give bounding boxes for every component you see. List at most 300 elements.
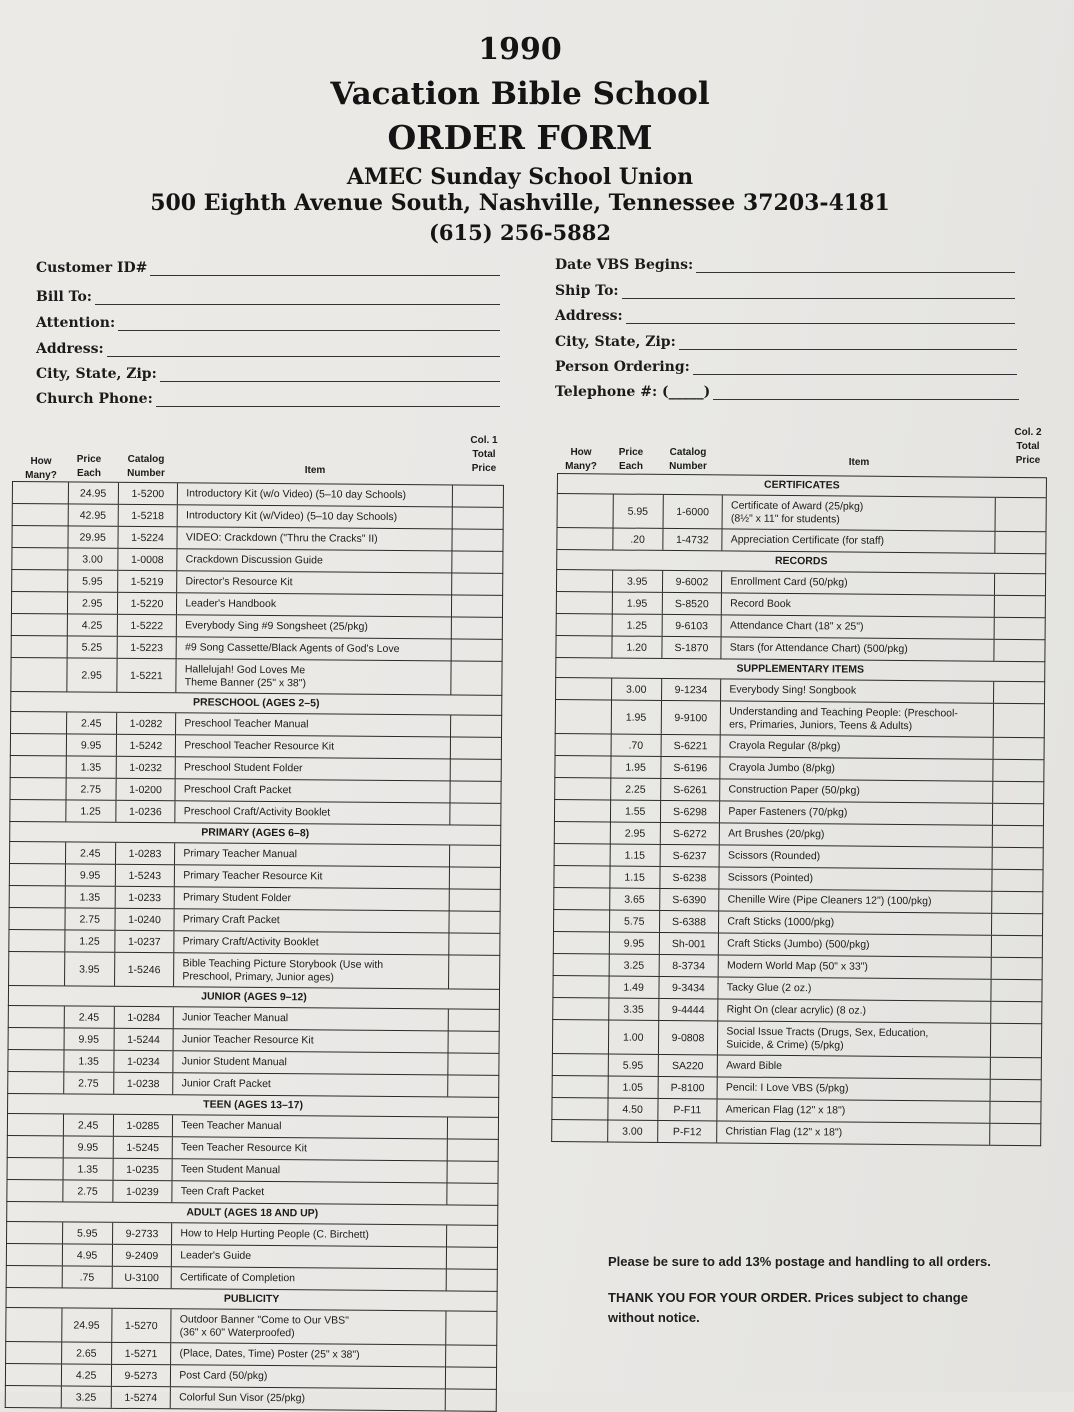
- item-cell: [174, 1073, 449, 1096]
- price-cell: 3.00: [68, 548, 118, 569]
- price-cell: 2.45: [64, 1006, 114, 1027]
- catalog-number-cell: 9-3434: [659, 977, 719, 999]
- item-description: Preschool Teacher Manual: [184, 717, 309, 731]
- item-cell: [172, 1309, 447, 1344]
- total-price-input[interactable]: [446, 1367, 496, 1388]
- blank-line[interactable]: [713, 386, 1019, 400]
- price-cell: 5.95: [68, 570, 118, 591]
- catalog-number-cell: 9-2733: [113, 1223, 173, 1244]
- total-price-input[interactable]: [449, 955, 499, 988]
- quantity-input[interactable]: [10, 886, 66, 907]
- section-heading: PRIMARY (AGES 6–8): [9, 822, 501, 846]
- catalog-number-cell: 1-5270: [112, 1309, 172, 1342]
- person-ordering-field[interactable]: [555, 355, 1017, 375]
- quantity-input[interactable]: [558, 494, 614, 527]
- item-description: Social Issue Tracts (Drugs, Sex, Education,: [726, 1025, 929, 1039]
- item-cell: [718, 1055, 991, 1078]
- quantity-input[interactable]: [6, 1364, 62, 1385]
- item-description: Director's Resource Kit: [185, 575, 293, 589]
- quantity-input[interactable]: [12, 548, 68, 569]
- item-cell: [176, 779, 451, 802]
- total-price-input[interactable]: [996, 498, 1046, 531]
- item-description: Everybody Sing #9 Songsheet (25/pkg): [185, 619, 368, 633]
- quantity-input[interactable]: [8, 1072, 64, 1093]
- quantity-input[interactable]: [12, 570, 68, 591]
- price-cell: 1.35: [66, 756, 116, 777]
- total-price-input[interactable]: [450, 911, 500, 932]
- item-cell: [720, 823, 993, 846]
- price-cell: 1.95: [611, 756, 661, 777]
- quantity-input[interactable]: [553, 1020, 609, 1053]
- blank-line[interactable]: [107, 343, 500, 357]
- total-price-input[interactable]: [995, 596, 1045, 617]
- total-price-input[interactable]: [991, 1024, 1041, 1057]
- total-price-input[interactable]: [448, 1161, 498, 1182]
- price-cell: 9.95: [610, 932, 660, 953]
- item-cell: [720, 867, 993, 890]
- form-subtitle: ORDER FORM: [387, 118, 653, 157]
- catalog-number-cell: 9-6002: [663, 571, 723, 593]
- item-cell: [721, 735, 994, 758]
- total-price-input[interactable]: [992, 980, 1042, 1001]
- price-cell: 3.95: [613, 570, 663, 591]
- item-cell: [722, 615, 995, 638]
- organization-address: 500 Eighth Avenue South, Nashville, Tennessee 37203-4181: [150, 190, 890, 216]
- quantity-input[interactable]: [6, 1308, 62, 1341]
- quantity-input[interactable]: [9, 952, 65, 985]
- price-cell: 1.49: [609, 976, 659, 997]
- total-price-input[interactable]: [451, 737, 501, 758]
- catalog-number-cell: S-1870: [662, 637, 722, 659]
- quantity-input[interactable]: [11, 756, 67, 777]
- total-price-input[interactable]: [449, 1031, 499, 1052]
- quantity-input[interactable]: [552, 1120, 608, 1141]
- quantity-input[interactable]: [555, 844, 611, 865]
- blank-line[interactable]: [156, 393, 500, 407]
- price-each-header: Price Each: [618, 447, 644, 472]
- quantity-input[interactable]: [553, 1076, 609, 1097]
- blank-line[interactable]: [150, 262, 500, 276]
- total-price-input[interactable]: [996, 532, 1046, 553]
- blank-line[interactable]: [679, 336, 1017, 350]
- quantity-input[interactable]: [556, 636, 612, 657]
- quantity-input[interactable]: [13, 482, 69, 503]
- item-description: Leader's Handbook: [185, 597, 277, 611]
- total-price-input[interactable]: [992, 914, 1042, 935]
- total-price-input[interactable]: [994, 704, 1044, 737]
- section-heading: ADULT (AGES 18 AND UP): [6, 1202, 498, 1226]
- quantity-input[interactable]: [553, 976, 609, 997]
- quantity-input[interactable]: [8, 1114, 64, 1135]
- item-description-line2: ers, Primaries, Juniors, Teens & Adults): [729, 718, 913, 732]
- item-cell: [720, 779, 993, 802]
- quantity-input[interactable]: [554, 954, 610, 975]
- quantity-input[interactable]: [8, 1050, 64, 1071]
- total-price-input[interactable]: [452, 639, 502, 660]
- price-cell: 2.25: [611, 778, 661, 799]
- quantity-input[interactable]: [6, 1386, 62, 1407]
- total-price-input[interactable]: [446, 1389, 496, 1410]
- price-cell: 1.00: [609, 1020, 659, 1053]
- catalog-number-header: Catalog Number: [127, 454, 165, 479]
- item-cell: [175, 909, 450, 932]
- catalog-number-cell: 9-0808: [658, 1021, 718, 1055]
- price-cell: .70: [611, 734, 661, 755]
- quantity-input[interactable]: [12, 526, 68, 547]
- price-cell: 5.95: [613, 494, 663, 527]
- price-cell: 3.25: [61, 1386, 111, 1407]
- quantity-input[interactable]: [7, 1266, 63, 1287]
- quantity-input[interactable]: [10, 800, 66, 821]
- item-description-line2: Theme Banner (25" x 38"): [184, 675, 307, 689]
- attention-field[interactable]: [36, 311, 500, 331]
- catalog-number-cell: 1-0233: [115, 887, 175, 908]
- price-cell: 5.95: [63, 1222, 113, 1243]
- total-price-input[interactable]: [452, 573, 502, 594]
- price-cell: 2.45: [67, 712, 117, 733]
- total-price-input[interactable]: [993, 826, 1043, 847]
- price-change-note: without notice.: [608, 1310, 700, 1325]
- total-price-input[interactable]: [453, 529, 503, 550]
- item-description: Scissors (Pointed): [727, 871, 814, 885]
- total-price-input[interactable]: [448, 1117, 498, 1138]
- total-price-input[interactable]: [447, 1225, 497, 1246]
- catalog-number-cell: 1-0232: [116, 757, 176, 778]
- quantity-input[interactable]: [556, 678, 612, 699]
- quantity-input[interactable]: [554, 866, 610, 887]
- quantity-input[interactable]: [557, 592, 613, 613]
- item-cell: [174, 1029, 449, 1052]
- total-price-input[interactable]: [992, 958, 1042, 979]
- catalog-number-cell: 1-5200: [118, 483, 178, 504]
- ship-city-state-zip-field[interactable]: [555, 330, 1017, 350]
- item-description: Teen Teacher Resource Kit: [181, 1141, 308, 1155]
- total-price-input[interactable]: [446, 1311, 496, 1344]
- total-price-input[interactable]: [993, 870, 1043, 891]
- quantity-input[interactable]: [554, 932, 610, 953]
- item-cell: [172, 1267, 447, 1290]
- item-description: Preschool Craft Packet: [183, 783, 292, 797]
- total-price-input[interactable]: [452, 551, 502, 572]
- item-cell: [722, 637, 995, 660]
- catalog-number-cell: 9-6103: [662, 615, 722, 637]
- quantity-input[interactable]: [554, 910, 610, 931]
- total-price-input[interactable]: [991, 1080, 1041, 1101]
- quantity-input[interactable]: [553, 998, 609, 1019]
- item-cell: [719, 911, 992, 934]
- item-cell: [723, 495, 996, 530]
- item-description: Primary Craft Packet: [182, 913, 280, 927]
- catalog-number-cell: 1-5242: [116, 735, 176, 756]
- item-cell: [720, 845, 993, 868]
- blank-line[interactable]: [693, 361, 1017, 375]
- catalog-number-cell: SA220: [658, 1055, 718, 1077]
- quantity-input[interactable]: [556, 700, 612, 733]
- quantity-input[interactable]: [557, 528, 613, 549]
- total-price-input[interactable]: [992, 892, 1042, 913]
- quantity-input[interactable]: [9, 1028, 65, 1049]
- total-price-input[interactable]: [452, 617, 502, 638]
- item-description: Chenille Wire (Pipe Cleaners 12") (100/pkg): [727, 893, 932, 908]
- quantity-input[interactable]: [12, 592, 68, 613]
- quantity-input[interactable]: [12, 614, 68, 635]
- quantity-input[interactable]: [10, 864, 66, 885]
- thank-you-note: THANK YOU FOR YOUR ORDER. Prices subject to change: [608, 1290, 968, 1305]
- total-price-input[interactable]: [993, 804, 1043, 825]
- price-cell: 3.25: [609, 954, 659, 975]
- item-cell: [718, 1021, 991, 1056]
- item-cell: [177, 637, 452, 660]
- field-label: Ship To:: [555, 283, 619, 299]
- total-price-input[interactable]: [449, 933, 499, 954]
- total-price-input[interactable]: [451, 715, 501, 736]
- item-cell: [173, 1137, 448, 1160]
- total-price-input[interactable]: [995, 618, 1045, 639]
- total-price-input[interactable]: [992, 936, 1042, 957]
- item-header: Item: [304, 465, 326, 476]
- total-price-input[interactable]: [994, 682, 1044, 703]
- total-price-input[interactable]: [446, 1345, 496, 1366]
- catalog-number-cell: 1-5271: [112, 1343, 172, 1364]
- quantity-input[interactable]: [11, 734, 67, 755]
- catalog-number-cell: P-8100: [658, 1077, 718, 1099]
- quantity-input[interactable]: [12, 636, 68, 657]
- total-price-input[interactable]: [451, 781, 501, 802]
- order-row: [5, 1308, 497, 1346]
- item-description: Junior Student Manual: [181, 1055, 287, 1069]
- item-description: Crackdown Discussion Guide: [185, 553, 323, 567]
- total-price-input[interactable]: [449, 1009, 499, 1030]
- item-description: Appreciation Certificate (for staff): [730, 533, 885, 547]
- quantity-input[interactable]: [556, 734, 612, 755]
- item-description: Understanding and Teaching People: (Preschool-: [729, 705, 958, 720]
- item-description: Introductory Kit (w/o Video) (5–10 day Schools): [186, 487, 407, 502]
- catalog-number-cell: 1-0240: [115, 909, 175, 930]
- total-price-input[interactable]: [447, 1247, 497, 1268]
- total-price-input[interactable]: [453, 485, 503, 506]
- price-cell: 2.45: [66, 842, 116, 863]
- total-price-input[interactable]: [450, 867, 500, 888]
- blank-line[interactable]: [696, 259, 1015, 273]
- item-description: Junior Teacher Manual: [182, 1011, 289, 1025]
- item-cell: [176, 757, 451, 780]
- item-cell: [178, 505, 453, 528]
- quantity-input[interactable]: [553, 1054, 609, 1075]
- quantity-input[interactable]: [555, 822, 611, 843]
- item-cell: [175, 887, 450, 910]
- item-cell: [722, 593, 995, 616]
- catalog-number-cell: 1-6000: [663, 495, 723, 529]
- price-cell: 1.35: [64, 1050, 114, 1071]
- field-label: City, State, Zip:: [555, 334, 676, 350]
- quantity-input[interactable]: [554, 888, 610, 909]
- item-description: Crayola Jumbo (8/pkg): [728, 761, 836, 775]
- total-price-input[interactable]: [448, 1183, 498, 1204]
- total-price-input[interactable]: [993, 848, 1043, 869]
- total-price-input[interactable]: [991, 1002, 1041, 1023]
- item-cell: [174, 953, 449, 988]
- quantity-input[interactable]: [8, 1136, 64, 1157]
- field-label: Bill To:: [36, 289, 92, 305]
- catalog-number-cell: Sh-001: [659, 933, 719, 955]
- total-price-input[interactable]: [448, 1075, 498, 1096]
- organization-name: AMEC Sunday School Union: [346, 164, 694, 190]
- field-label: Address:: [36, 341, 104, 357]
- right-order-table: [551, 473, 1047, 1146]
- quantity-input[interactable]: [10, 842, 66, 863]
- price-cell: 9.95: [63, 1136, 113, 1157]
- section-heading: PRESCHOOL (AGES 2–5): [10, 692, 502, 716]
- price-cell: 29.95: [68, 526, 118, 547]
- catalog-number-cell: 1-5218: [118, 505, 178, 526]
- blank-line[interactable]: [118, 317, 500, 331]
- item-cell: [721, 701, 994, 736]
- quantity-input[interactable]: [6, 1342, 62, 1363]
- catalog-number-cell: 9-2409: [112, 1245, 172, 1266]
- quantity-input[interactable]: [557, 570, 613, 591]
- bill-address-field[interactable]: [36, 337, 500, 357]
- total-price-input[interactable]: [451, 803, 501, 824]
- item-cell: [719, 933, 992, 956]
- catalog-number-cell: 1-0236: [116, 801, 176, 822]
- price-cell: 2.75: [64, 1072, 114, 1093]
- total-price-input[interactable]: [990, 1124, 1040, 1145]
- item-description-line2: (8½" x 11" for students): [730, 512, 840, 525]
- catalog-number-cell: S-8520: [662, 593, 722, 615]
- total-price-input[interactable]: [993, 782, 1043, 803]
- catalog-number-cell: S-6237: [660, 845, 720, 867]
- quantity-input[interactable]: [555, 800, 611, 821]
- catalog-number-cell: 1-0238: [114, 1073, 174, 1094]
- item-description: Colorful Sun Visor (25/pkg): [179, 1391, 306, 1405]
- item-cell: [177, 615, 452, 638]
- item-description: Record Book: [730, 597, 791, 611]
- bill-to-field[interactable]: [36, 285, 500, 305]
- total-price-input[interactable]: [448, 1139, 498, 1160]
- quantity-input[interactable]: [9, 930, 65, 951]
- ship-address-field[interactable]: [555, 304, 1015, 324]
- item-description: Teen Teacher Manual: [181, 1119, 282, 1133]
- item-cell: [178, 483, 453, 506]
- item-cell: [172, 1245, 447, 1268]
- date-vbs-begins-field[interactable]: [555, 253, 1015, 273]
- total-price-input[interactable]: [452, 595, 502, 616]
- item-cell: [721, 757, 994, 780]
- item-description: Preschool Teacher Resource Kit: [184, 739, 335, 753]
- quantity-input[interactable]: [557, 614, 613, 635]
- catalog-number-cell: U-3100: [112, 1267, 172, 1288]
- section-heading: PUBLICITY: [6, 1288, 498, 1312]
- blank-line[interactable]: [160, 368, 500, 382]
- catalog-number-cell: 1-5222: [117, 615, 177, 636]
- ship-to-field[interactable]: [555, 279, 1015, 299]
- catalog-number-cell: 1-0237: [115, 931, 175, 952]
- total-price-input[interactable]: [991, 1102, 1041, 1123]
- quantity-input[interactable]: [555, 756, 611, 777]
- item-description-line2: Preschool, Primary, Junior ages): [182, 969, 335, 984]
- postage-note: Please be sure to add 13% postage and handling to all orders.: [608, 1254, 991, 1269]
- item-cell: [722, 571, 995, 594]
- catalog-number-cell: S-6238: [660, 867, 720, 889]
- catalog-number-cell: 1-0284: [114, 1007, 174, 1028]
- total-price-input[interactable]: [453, 507, 503, 528]
- item-description: Tacky Glue (2 oz.): [726, 981, 812, 995]
- telephone-field[interactable]: [555, 380, 1019, 400]
- catalog-number-cell: 9-4444: [659, 999, 719, 1021]
- catalog-number-cell: S-6298: [661, 801, 721, 823]
- price-cell: 3.95: [65, 952, 115, 985]
- total-price-input[interactable]: [447, 1269, 497, 1290]
- field-label: City, State, Zip:: [36, 366, 157, 382]
- price-cell: 9.95: [67, 734, 117, 755]
- item-cell: [173, 1159, 448, 1182]
- price-cell: 4.25: [68, 614, 118, 635]
- price-cell: .20: [613, 528, 663, 549]
- quantity-input[interactable]: [9, 1006, 65, 1027]
- total-price-input[interactable]: [994, 738, 1044, 759]
- quantity-input[interactable]: [13, 504, 69, 525]
- customer-id-field[interactable]: [36, 256, 500, 276]
- church-phone-field[interactable]: [36, 387, 500, 407]
- quantity-input[interactable]: [7, 1222, 63, 1243]
- item-cell: [174, 1007, 449, 1030]
- organization-phone: (615) 256-5882: [428, 220, 612, 245]
- catalog-number-cell: 1-0285: [113, 1115, 173, 1136]
- total-price-input[interactable]: [449, 1053, 499, 1074]
- price-cell: 4.50: [608, 1098, 658, 1119]
- total-price-input[interactable]: [994, 760, 1044, 781]
- total-price-input[interactable]: [995, 574, 1045, 595]
- total-price-input[interactable]: [991, 1058, 1041, 1079]
- item-description: Teen Student Manual: [180, 1163, 281, 1177]
- total-price-input[interactable]: [450, 845, 500, 866]
- price-cell: 1.05: [608, 1076, 658, 1097]
- price-cell: 24.95: [69, 482, 119, 503]
- total-price-input[interactable]: [995, 640, 1045, 661]
- item-description: Primary Teacher Resource Kit: [183, 869, 323, 883]
- total-price-input[interactable]: [452, 661, 502, 694]
- item-cell: [720, 889, 993, 912]
- blank-line[interactable]: [95, 291, 500, 305]
- total-price-input[interactable]: [450, 889, 500, 910]
- bill-city-state-zip-field[interactable]: [36, 362, 500, 382]
- price-cell: 4.25: [62, 1364, 112, 1385]
- total-price-input[interactable]: [451, 759, 501, 780]
- catalog-number-cell: S-6390: [660, 889, 720, 911]
- quantity-input[interactable]: [552, 1098, 608, 1119]
- item-description: Leader's Guide: [180, 1249, 252, 1262]
- blank-line[interactable]: [622, 285, 1015, 299]
- quantity-input[interactable]: [11, 658, 67, 691]
- quantity-input[interactable]: [9, 908, 65, 929]
- catalog-number-cell: 9-5273: [111, 1365, 171, 1386]
- item-description: Art Brushes (20/pkg): [728, 827, 825, 841]
- price-cell: 1.95: [611, 700, 661, 733]
- quantity-input[interactable]: [11, 778, 67, 799]
- quantity-input[interactable]: [11, 712, 67, 733]
- quantity-input[interactable]: [7, 1244, 63, 1265]
- quantity-input[interactable]: [555, 778, 611, 799]
- field-label: Attention:: [36, 315, 116, 331]
- quantity-input[interactable]: [8, 1158, 64, 1179]
- item-description: Primary Teacher Manual: [183, 847, 298, 861]
- blank-line[interactable]: [626, 310, 1015, 324]
- price-cell: 2.75: [63, 1180, 113, 1201]
- item-cell: [717, 1121, 990, 1144]
- quantity-input[interactable]: [7, 1180, 63, 1201]
- item-description: Junior Teacher Resource Kit: [181, 1033, 314, 1047]
- item-cell: [175, 931, 450, 954]
